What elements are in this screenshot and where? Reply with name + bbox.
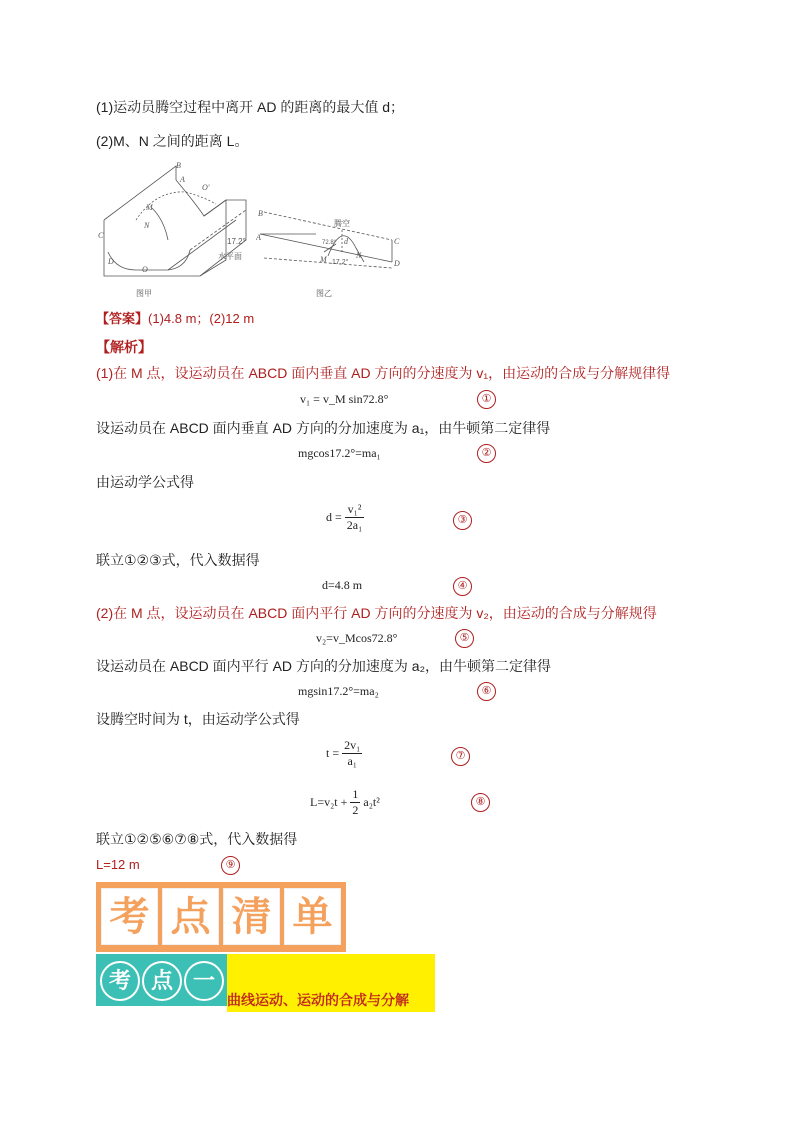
fig2-tengkong: 腾空 — [334, 219, 350, 228]
fig2-caption: 图乙 — [316, 289, 332, 298]
fig1-plane: 水平面 — [218, 252, 242, 261]
eq-3-num: v₁² — [345, 502, 365, 518]
eq-7 — [326, 738, 362, 769]
figure-yi — [256, 200, 406, 300]
kaodian-yi-badge — [96, 954, 227, 1006]
analysis-p2: 设运动员在 ABCD 面内垂直 AD 方向的分加速度为 a₁，由牛顿第二定律得 — [96, 420, 551, 436]
topic-title-box — [227, 954, 435, 1012]
question-2: (2)M、N 之间的距离 L。 — [96, 133, 249, 149]
fig2-label-n: N — [356, 251, 362, 260]
eq-6: mgsin17.2°=ma₂ — [298, 684, 379, 698]
eq-7-den: a₁ — [347, 754, 357, 768]
eq-7-left: t = — [326, 746, 340, 760]
fig2-angle: 17.2° — [332, 259, 349, 266]
fig1-label-o: O — [142, 265, 148, 274]
analysis-tag: 【解析】 — [96, 339, 152, 355]
badge-char-3: 一 — [184, 961, 224, 1001]
kaodian-banner — [96, 882, 346, 952]
analysis-p5: (2)在 M 点，设运动员在 ABCD 面内平行 AD 方向的分速度为 v₂，由运动的合成与分解规得 — [96, 605, 657, 621]
marker-3: ③ — [453, 511, 472, 530]
eq-3-left: d = — [326, 510, 342, 524]
analysis-p4: 联立①②③式，代入数据得 — [96, 552, 260, 568]
banner-char-4: 单 — [292, 893, 333, 940]
eq-1: v₁ = v_M sin72.8° — [300, 392, 389, 406]
fig2-angle2: 72.8° — [322, 240, 337, 246]
eq-3 — [326, 502, 364, 533]
fig1-label-a: A — [180, 175, 185, 184]
analysis-p8: 联立①②⑤⑥⑦⑧式，代入数据得 — [96, 831, 298, 847]
badge-char-1: 考 — [100, 961, 140, 1001]
topic-title: 曲线运动、运动的合成与分解 — [227, 992, 409, 1008]
fig1-label-o1: O' — [202, 183, 210, 192]
eq-8-left: L=v₂t + — [310, 795, 348, 809]
fig2-label-d: D — [394, 259, 400, 268]
eq-8-num: 1 — [352, 787, 359, 801]
answer-line — [96, 309, 254, 329]
eq-8-right: a₂t² — [363, 795, 380, 809]
badge-char-2: 点 — [142, 961, 182, 1001]
analysis-p3: 由运动学公式得 — [96, 474, 194, 490]
fig2-label-b: B — [258, 209, 263, 218]
banner-tile-3 — [223, 888, 280, 945]
fig1-caption: 图甲 — [136, 289, 152, 298]
marker-5: ⑤ — [455, 629, 474, 648]
analysis-p1: (1)在 M 点，设运动员在 ABCD 面内垂直 AD 方向的分速度为 v₁，由运动的合成与分解规律得 — [96, 365, 671, 381]
eq-2: mgcos17.2°=ma₁ — [298, 446, 381, 460]
analysis-p6: 设运动员在 ABCD 面内平行 AD 方向的分加速度为 a₂，由牛顿第二定律得 — [96, 658, 552, 674]
fig1-label-m: M — [146, 203, 153, 212]
marker-2: ② — [477, 444, 496, 463]
marker-8: ⑧ — [471, 793, 490, 812]
question-1: (1)运动员腾空过程中离开 AD 的距离的最大值 d； — [96, 99, 405, 115]
marker-1: ① — [477, 390, 496, 409]
banner-char-3: 清 — [231, 893, 272, 940]
marker-6: ⑥ — [477, 682, 496, 701]
fig1-label-b: B — [176, 161, 181, 170]
answer-tag: 【答案】 — [96, 311, 149, 326]
banner-char-2: 点 — [170, 893, 211, 940]
fig2-label-c: C — [394, 237, 400, 246]
marker-7: ⑦ — [451, 747, 470, 766]
figure-jia — [96, 160, 256, 300]
fig1-label-c: C — [98, 231, 104, 240]
banner-tile-4 — [284, 888, 341, 945]
answer-text: (1)4.8 m；(2)12 m — [148, 311, 255, 326]
fig2-label-a: A — [256, 233, 261, 242]
marker-4: ④ — [453, 577, 472, 596]
eq-9: L=12 m — [96, 857, 140, 872]
fig2-label-m: M — [320, 255, 327, 264]
eq-4: d=4.8 m — [322, 578, 363, 592]
banner-char-1: 考 — [109, 893, 150, 940]
eq-7-num: 2v₁ — [344, 738, 361, 752]
banner-tile-1 — [101, 888, 158, 945]
eq-8 — [310, 787, 380, 818]
fig2-label-d-small: d — [344, 237, 348, 246]
fig1-angle: 17.2° — [227, 237, 246, 246]
fig1-label-n: N — [144, 221, 150, 230]
eq-5: v₂=v_Mcos72.8° — [316, 631, 398, 645]
banner-tile-2 — [162, 888, 219, 945]
analysis-p7: 设腾空时间为 t，由运动学公式得 — [96, 711, 300, 727]
fig1-label-d: D — [108, 257, 114, 266]
eq-3-den: 2a₁ — [346, 518, 363, 532]
eq-8-den: 2 — [352, 803, 359, 817]
marker-9: ⑨ — [221, 856, 240, 875]
